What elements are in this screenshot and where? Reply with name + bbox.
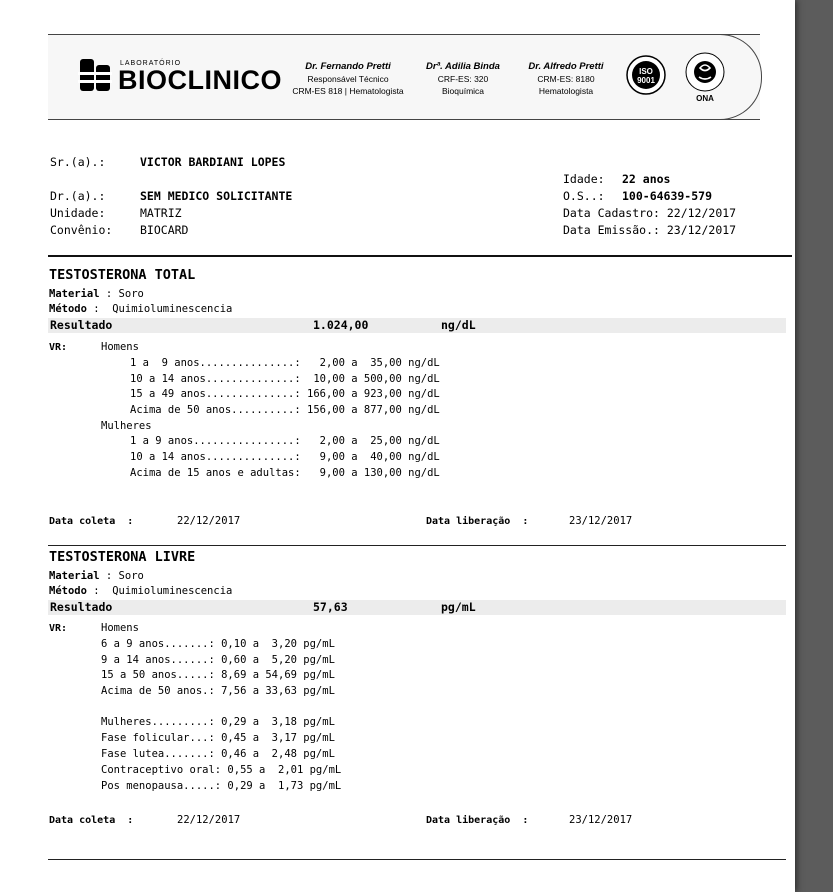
exam1-women-range-1: 1 a 9 anos................: 2,00 a 25,00 ng/dL	[130, 435, 440, 447]
exam2-result-label: Resultado	[50, 600, 113, 614]
doctor-3-reg: CRM-ES: 8180	[537, 74, 595, 84]
exam2-men-range-1: 6 a 9 anos.......: 0,10 a 3,20 pg/mL	[101, 638, 335, 650]
exam1-material-label: Material	[49, 288, 100, 300]
exam1-men-range-3: 15 a 49 anos..............: 166,00 a 923,00 ng/dL	[130, 388, 440, 400]
exam1-women-range-3: Acima de 15 anos e adultas: 9,00 a 130,00 ng/dL	[130, 467, 440, 479]
unit-value: MATRIZ	[140, 206, 182, 220]
iso-seal-number: 9001	[637, 76, 655, 85]
exam2-result-value: 57,63	[313, 600, 348, 614]
iso-9001-seal-icon	[626, 55, 666, 95]
exam1-men-label: Homens	[101, 341, 139, 353]
exam1-collect-date: 22/12/2017	[177, 515, 241, 527]
exam1-men-range-2: 10 a 14 anos..............: 10,00 a 500,00 ng/dL	[130, 373, 440, 385]
exam1-divider	[48, 545, 786, 546]
exam2-release-date: 23/12/2017	[569, 814, 633, 826]
exam2-result-bar	[48, 600, 786, 615]
exam2-women-range-5: Pos menopausa.....: 0,29 a 1,73 pg/mL	[101, 780, 342, 792]
logo-subtitle: LABORATÓRIO	[120, 60, 182, 67]
doctor-3-role: Hematologista	[538, 86, 594, 96]
patient-name-label: Sr.(a).:	[50, 155, 106, 169]
exam2-collect-date: 22/12/2017	[177, 814, 241, 826]
exam1-women-range-2: 10 a 14 anos..............: 9,00 a 40,00 ng/dL	[130, 451, 440, 463]
exam2-material-value: : Soro	[105, 570, 144, 582]
registration-date: Data Cadastro: 22/12/2017	[563, 206, 737, 220]
exam2-method-label: Método	[49, 585, 87, 597]
exam2-women-range-4: Contraceptivo oral: 0,55 a 2,01 pg/mL	[101, 764, 342, 776]
exam1-title: TESTOSTERONA TOTAL	[49, 267, 196, 283]
exam1-result-label: Resultado	[50, 318, 113, 332]
doctor-label: Dr.(a).:	[50, 189, 106, 203]
exam1-method	[49, 303, 232, 315]
exam1-men-range-4: Acima de 50 anos..........: 156,00 a 877,00 ng/dL	[130, 404, 440, 416]
section-divider	[48, 255, 792, 257]
insurance-value: BIOCARD	[140, 223, 189, 237]
insurance-label: Convênio:	[50, 223, 113, 237]
exam1-material	[49, 288, 144, 300]
exam1-result-unit: ng/dL	[441, 318, 476, 332]
exam1-release-label: Data liberação :	[426, 516, 529, 527]
exam1-material-value: : Soro	[105, 288, 144, 300]
exam2-men-range-4: Acima de 50 anos.: 7,56 a 33,63 pg/mL	[101, 685, 335, 697]
doctor-1-reg: CRM-ES 818 | Hematologista	[292, 86, 404, 96]
exam2-method-value: : Quimioluminescencia	[93, 585, 233, 597]
exam1-release-date: 23/12/2017	[569, 515, 633, 527]
doctor-2-name: Drª. Adilia Binda	[426, 61, 500, 72]
logo-title: BIOCLINICO	[118, 65, 282, 95]
doctor-2-reg: CRF-ES: 320	[437, 74, 489, 84]
exam1-men-range-1: 1 a 9 anos...............: 2,00 a 35,00 ng/dL	[130, 357, 440, 369]
exam2-vr-label: VR:	[49, 623, 68, 634]
doctor-1-name: Dr. Fernando Pretti	[305, 61, 391, 72]
exam1-method-value: : Quimioluminescencia	[93, 303, 233, 315]
doctor-1-role: Responsável Técnico	[307, 74, 389, 84]
ona-seal-label: ONA	[696, 94, 714, 103]
exam2-men-label: Homens	[101, 622, 139, 634]
exam2-material-label: Material	[49, 570, 100, 582]
exam1-method-label: Método	[49, 303, 87, 315]
doctor-2	[413, 60, 513, 97]
unit-label: Unidade:	[50, 206, 106, 220]
ona-accreditation-seal-icon	[684, 51, 726, 103]
age-label: Idade:	[563, 172, 605, 186]
issue-date: Data Emissão.: 23/12/2017	[563, 223, 737, 237]
exam2-title: TESTOSTERONA LIVRE	[49, 549, 196, 565]
doctor-2-role: Bioquímica	[441, 86, 485, 96]
exam2-collect-label: Data coleta :	[49, 815, 134, 826]
doctor-value: SEM MEDICO SOLICITANTE	[140, 189, 293, 203]
iso-seal-top: ISO	[639, 67, 653, 76]
exam1-result-bar	[48, 318, 786, 333]
exam2-women-range-3: Fase lutea.......: 0,46 a 2,48 pg/mL	[101, 748, 335, 760]
exam2-women-range-1: Mulheres.........: 0,29 a 3,18 pg/mL	[101, 716, 335, 728]
os-value: 100-64639-579	[622, 189, 713, 203]
bioclinico-logo-icon	[78, 57, 112, 93]
exam2-divider	[48, 859, 786, 860]
doctor-3	[516, 60, 616, 97]
exam2-women-range-2: Fase folicular...: 0,45 a 3,17 pg/mL	[101, 732, 335, 744]
report-header	[48, 34, 760, 120]
exam1-vr-label: VR:	[49, 342, 68, 353]
exam2-release-label: Data liberação :	[426, 815, 529, 826]
exam2-result-unit: pg/mL	[441, 600, 476, 614]
exam2-men-range-3: 15 a 50 anos.....: 8,69 a 54,69 pg/mL	[101, 669, 335, 681]
doctor-1	[283, 60, 413, 97]
age-value: 22 anos	[622, 172, 671, 186]
exam1-women-label: Mulheres	[101, 420, 152, 432]
patient-name: VICTOR BARDIANI LOPES	[140, 155, 286, 169]
exam2-material	[49, 570, 144, 582]
exam1-result-value: 1.024,00	[313, 318, 369, 332]
doctor-3-name: Dr. Alfredo Pretti	[528, 61, 604, 72]
exam2-men-range-2: 9 a 14 anos......: 0,60 a 5,20 pg/mL	[101, 654, 335, 666]
os-label: O.S..:	[563, 189, 605, 203]
exam2-method	[49, 585, 232, 597]
exam1-collect-label: Data coleta :	[49, 516, 134, 527]
